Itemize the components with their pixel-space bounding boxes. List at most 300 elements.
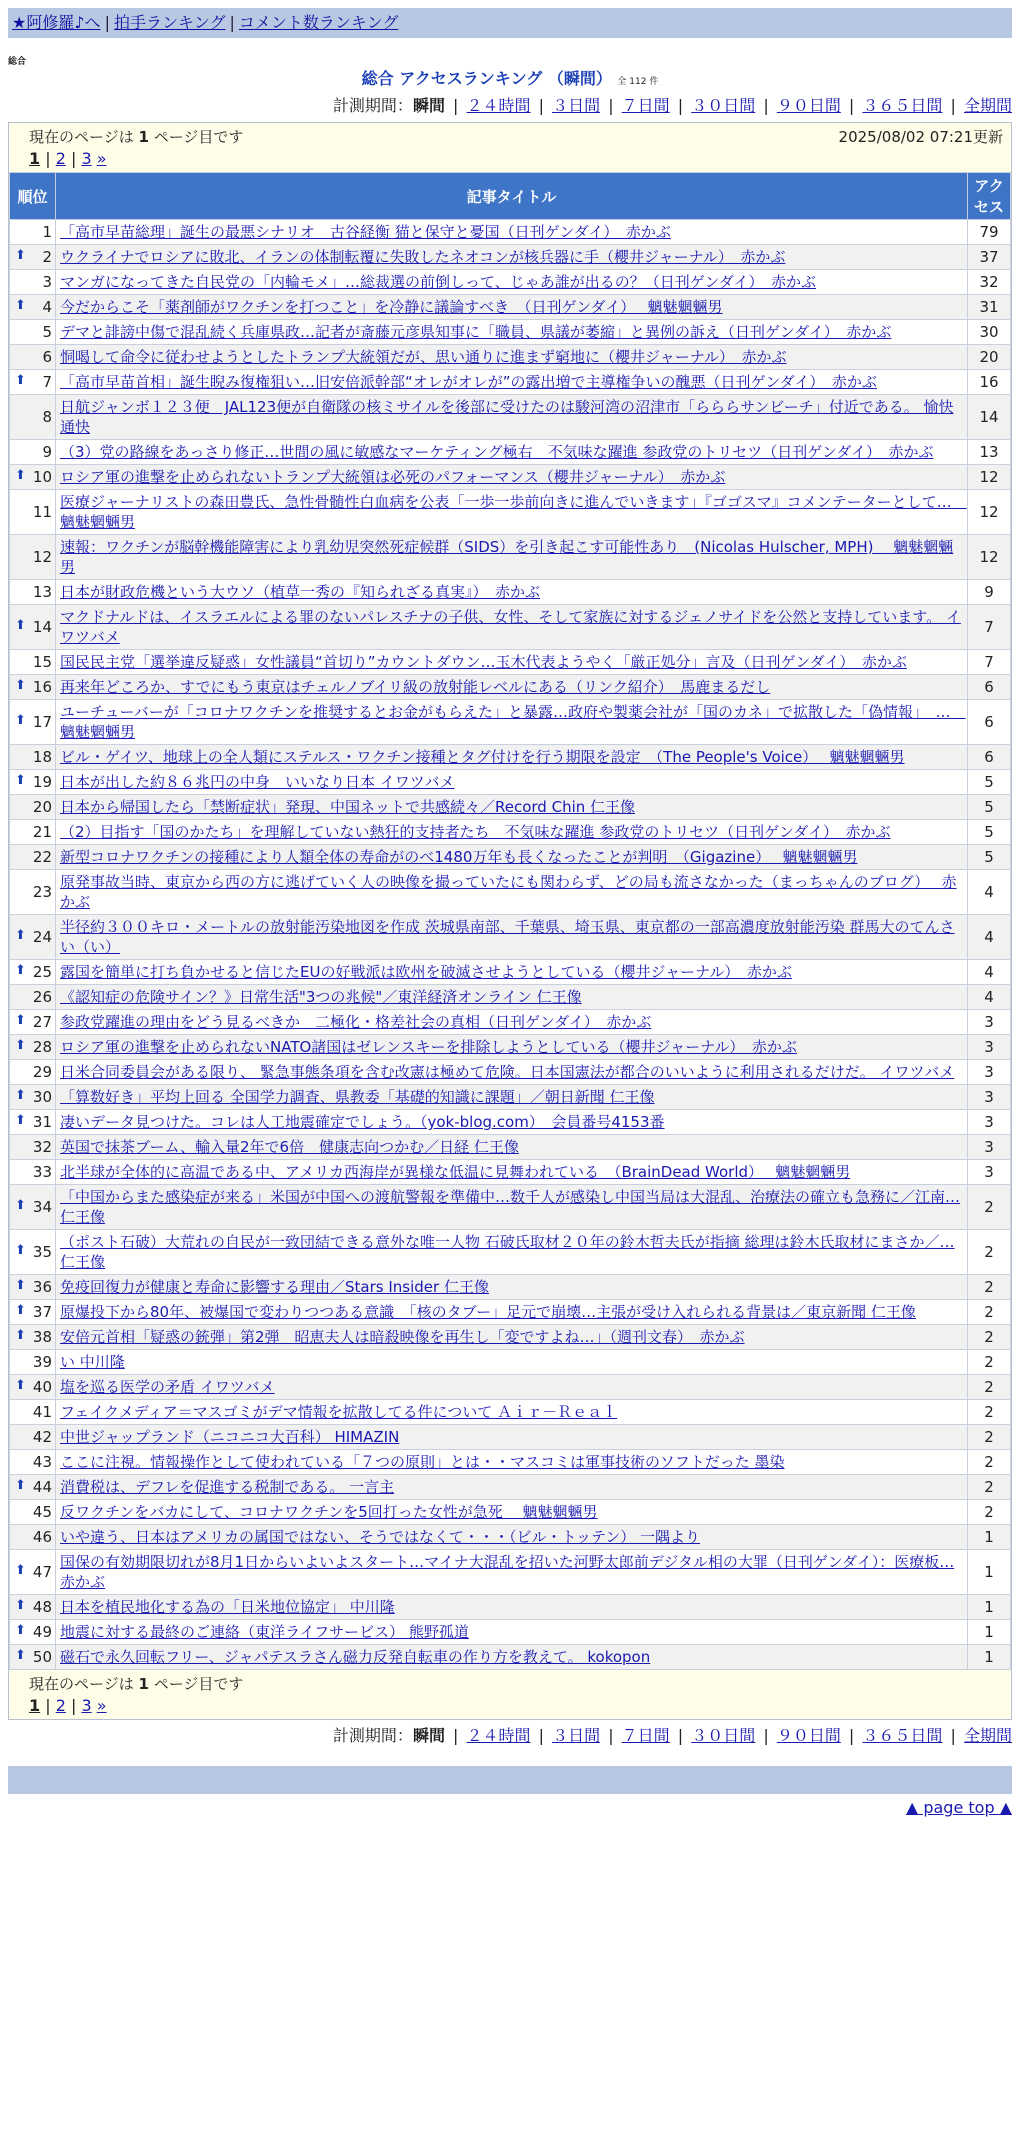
article-link[interactable]: マンガになってきた自民党の「内輪モメ」…総裁選の前倒しって、じゃあ誰が出るの？（日刊ゲンダイ） 赤かぶ xyxy=(60,273,817,291)
article-link[interactable]: いや違う、日本はアメリカの属国ではない、そうではなくて・・・（ビル・トッテン） 一隅より xyxy=(60,1528,701,1546)
article-link[interactable]: 消費税は、デフレを促進する税制である。 一言主 xyxy=(60,1478,395,1496)
pager-current: 1 xyxy=(29,1696,41,1715)
up-arrow-icon: ⬆ xyxy=(15,1598,26,1613)
period-selector-bottom xyxy=(8,1724,1012,1748)
title-cell xyxy=(56,1275,968,1300)
pager-link[interactable]: 2 xyxy=(55,149,66,168)
article-link[interactable]: 恫喝して命令に従わせようとしたトランプ大統領だが、思い通りに進まず窮地に（櫻井ジャーナル） 赤かぶ xyxy=(60,348,787,366)
article-link[interactable]: 原爆投下から80年、被爆国で変わりつつある意識 「核のタブー」足元で崩壊…主張が受け入れられる背景は／東京新聞 仁王像 xyxy=(60,1303,916,1321)
period-separator: | xyxy=(447,96,464,115)
rank-cell xyxy=(10,845,56,870)
article-link[interactable]: 磁石で永久回転フリー、ジャパテスラさん磁力反発自転車の作り方を教えて。 kokopon xyxy=(60,1648,651,1666)
table-row xyxy=(10,675,1011,700)
access-count: 12 xyxy=(968,490,1011,535)
table-row xyxy=(10,1525,1011,1550)
rank-number: 30 xyxy=(32,1088,52,1106)
rank-cell xyxy=(10,770,56,795)
article-link[interactable]: フェイクメディア＝マスゴミがデマ情報を拡散してる件について Ａｉｒ－Ｒｅａｌ xyxy=(60,1403,618,1421)
rank-number: 45 xyxy=(32,1503,52,1521)
period-separator: | xyxy=(447,1726,464,1745)
access-count: 3 xyxy=(968,1110,1011,1135)
nav-separator: | xyxy=(229,13,235,32)
access-count: 1 xyxy=(968,1595,1011,1620)
period-link[interactable]: 全期間 xyxy=(963,96,1012,115)
rank-number: 2 xyxy=(42,248,52,266)
article-link[interactable]: 国保の有効期限切れが8月1日からいよいよスタート…マイナ大混乱を招いた河野太郎前デジタル相の大罪（日刊ゲンダイ）：医療板… 赤かぶ xyxy=(60,1553,955,1591)
article-link[interactable]: ビル・ゲイツ、地球上の全人類にステルス・ワクチン接種とタグ付けを行う期限を設定 （The People's Voice） 魑魅魍魎男 xyxy=(60,748,905,766)
rank-number: 43 xyxy=(32,1453,52,1471)
rank-number: 15 xyxy=(32,653,52,671)
period-link[interactable]: ２４時間 xyxy=(466,1726,531,1745)
rank-number: 21 xyxy=(32,823,52,841)
period-link[interactable]: ３０日間 xyxy=(691,1726,756,1745)
access-count: 12 xyxy=(968,465,1011,490)
period-separator: | xyxy=(603,96,619,115)
access-count: 6 xyxy=(968,745,1011,770)
rank-cell xyxy=(10,1620,56,1645)
access-count: 3 xyxy=(968,1060,1011,1085)
access-count: 4 xyxy=(968,960,1011,985)
nav-separator: | xyxy=(104,13,110,32)
article-link[interactable]: マクドナルドは、イスラエルによる罪のないパレスチナの子供、女性、そして家族に対するジェノサイドを公然と支持しています。 イワツバメ xyxy=(60,608,961,646)
table-row xyxy=(10,1110,1011,1135)
table-row xyxy=(10,1010,1011,1035)
table-row xyxy=(10,650,1011,675)
up-arrow-icon: ⬆ xyxy=(15,963,26,978)
article-link[interactable]: 凄いデータ見つけた。コレは人工地震確定でしょう。（yok-blog.com） 会員番号4153番 xyxy=(60,1113,665,1131)
ranking-body xyxy=(10,220,1011,1670)
article-link[interactable]: 中世ジャップランド（ニコニコ大百科） HIMAZIN xyxy=(60,1428,400,1446)
access-header: アクセス xyxy=(968,173,1011,220)
rank-number: 27 xyxy=(32,1013,52,1031)
rank-number: 29 xyxy=(32,1063,52,1081)
article-link[interactable]: ここに注視。情報操作として使われている「７つの原則」とは・・マスコミは軍事技術のソフトだった 墨染 xyxy=(60,1453,785,1471)
pager-bottom xyxy=(9,1695,1011,1719)
up-arrow-icon: ⬆ xyxy=(15,1113,26,1128)
access-count: 4 xyxy=(968,870,1011,915)
access-count: 2 xyxy=(968,1325,1011,1350)
article-link[interactable]: 日航ジャンボ１２３便 JAL123便が自衛隊の核ミサイルを後部に受けたのは駿河湾の沼津市「らららサンビーチ」付近である。 愉快通快 xyxy=(60,398,954,436)
period-link[interactable]: ２４時間 xyxy=(466,96,531,115)
pager-link[interactable]: 2 xyxy=(55,1696,66,1715)
rank-cell xyxy=(10,1275,56,1300)
title-cell xyxy=(56,270,968,295)
title-cell xyxy=(56,345,968,370)
title-cell xyxy=(56,795,968,820)
article-link[interactable]: 再来年どころか、すでにもう東京はチェルノブイリ級の放射能レベルにある（リンク紹介） 馬鹿まるだし xyxy=(60,678,771,696)
period-link[interactable]: 全期間 xyxy=(963,1726,1012,1745)
title-cell xyxy=(56,1230,968,1275)
rank-cell xyxy=(10,1060,56,1085)
rank-cell xyxy=(10,580,56,605)
page-title xyxy=(0,68,1020,90)
access-count: 37 xyxy=(968,245,1011,270)
article-link[interactable]: 今だからこそ「薬剤師がワクチンを打つこと」を冷静に議論すべき （日刊ゲンダイ） 魑魅魍魎男 xyxy=(60,298,723,316)
rank-cell xyxy=(10,795,56,820)
article-link[interactable]: 英国で抹茶ブーム、輸入量2年で6倍 健康志向つかむ／日経 仁王像 xyxy=(60,1138,519,1156)
access-count: 2 xyxy=(968,1475,1011,1500)
table-row xyxy=(10,1375,1011,1400)
rank-number: 16 xyxy=(32,678,52,696)
access-count: 1 xyxy=(968,1550,1011,1595)
rank-cell xyxy=(10,270,56,295)
access-count: 3 xyxy=(968,1035,1011,1060)
rank-number: 46 xyxy=(32,1528,52,1546)
pager-next-link[interactable]: » xyxy=(96,149,107,168)
access-count: 6 xyxy=(968,700,1011,745)
up-arrow-icon: ⬆ xyxy=(15,678,26,693)
page-top-row xyxy=(8,1798,1012,1817)
table-row xyxy=(10,490,1011,535)
pager-separator: | xyxy=(65,1696,82,1715)
access-count: 1 xyxy=(968,1645,1011,1670)
rank-cell xyxy=(10,1500,56,1525)
comment-ranking-link[interactable]: コメント数ランキング xyxy=(238,13,399,32)
table-row xyxy=(10,320,1011,345)
section-label: 総合 xyxy=(8,57,27,67)
rank-number: 38 xyxy=(32,1328,52,1346)
article-link[interactable]: ロシア軍の進撃を止められないトランプ大統領は必死のパフォーマンス（櫻井ジャーナル） 赤かぶ xyxy=(60,468,726,486)
pager-link[interactable]: 3 xyxy=(81,1696,92,1715)
title-cell xyxy=(56,465,968,490)
up-arrow-icon: ⬆ xyxy=(15,1563,26,1578)
table-row xyxy=(10,1300,1011,1325)
rank-number: 31 xyxy=(32,1113,52,1131)
rank-cell xyxy=(10,1160,56,1185)
title-cell xyxy=(56,1160,968,1185)
access-count: 4 xyxy=(968,915,1011,960)
title-cell xyxy=(56,440,968,465)
table-row xyxy=(10,870,1011,915)
article-link[interactable]: 日本が財政危機という大ウソ（植草一秀の『知られざる真実』） 赤かぶ xyxy=(60,583,541,601)
article-link[interactable]: 塩を巡る医学の矛盾 イワツバメ xyxy=(60,1378,275,1396)
table-row xyxy=(10,1085,1011,1110)
title-cell xyxy=(56,1595,968,1620)
period-separator: | xyxy=(533,96,550,115)
article-link[interactable]: 安倍元首相「疑惑の銃弾」第2弾 昭恵夫人は暗殺映像を再生し「変ですよね…」（週刊文春） 赤かぶ xyxy=(60,1328,745,1346)
article-link[interactable]: 日本を植民地化する為の「日米地位協定」 中川隆 xyxy=(60,1598,395,1616)
article-link[interactable]: 「高市早苗首相」誕生睨み復権狙い…旧安倍派幹部“オレがオレが”の露出増で主導権争いの醜悪（日刊ゲンダイ） 赤かぶ xyxy=(60,373,877,391)
article-link[interactable]: 医療ジャーナリストの森田豊氏、急性骨髄性白血病を公表「一歩一歩前向きに進んでいきます」『ゴゴスマ』コメンテーターとして… 魑魅魍魎男 xyxy=(60,493,967,531)
table-row xyxy=(10,1550,1011,1595)
title-cell xyxy=(56,580,968,605)
title-cell xyxy=(56,770,968,795)
table-row xyxy=(10,1475,1011,1500)
rank-cell xyxy=(10,295,56,320)
rank-cell xyxy=(10,370,56,395)
table-row xyxy=(10,1230,1011,1275)
article-link[interactable]: 新型コロナワクチンの接種により人類全体の寿命がのべ1480万年も長くなったことが判明 （Gigazine） 魑魅魍魎男 xyxy=(60,848,858,866)
rank-number: 18 xyxy=(32,748,52,766)
rank-number: 42 xyxy=(32,1428,52,1446)
rank-cell xyxy=(10,605,56,650)
access-count: 2 xyxy=(968,1425,1011,1450)
access-count: 1 xyxy=(968,1525,1011,1550)
title-cell xyxy=(56,1620,968,1645)
rank-cell xyxy=(10,1475,56,1500)
table-row xyxy=(10,1135,1011,1160)
rank-number: 19 xyxy=(32,773,52,791)
title-cell xyxy=(56,220,968,245)
access-count: 5 xyxy=(968,770,1011,795)
table-row xyxy=(10,985,1011,1010)
access-count: 2 xyxy=(968,1500,1011,1525)
rank-cell xyxy=(10,960,56,985)
title-cell xyxy=(56,1450,968,1475)
table-row xyxy=(10,580,1011,605)
access-count: 30 xyxy=(968,320,1011,345)
rank-cell xyxy=(10,1525,56,1550)
pager-separator: | xyxy=(40,1696,56,1715)
title-cell xyxy=(56,1060,968,1085)
access-count: 9 xyxy=(968,580,1011,605)
table-row xyxy=(10,1160,1011,1185)
rank-cell xyxy=(10,700,56,745)
access-count: 2 xyxy=(968,1450,1011,1475)
access-count: 2 xyxy=(968,1185,1011,1230)
table-header-row xyxy=(10,173,1011,220)
title-cell xyxy=(56,700,968,745)
up-arrow-icon: ⬆ xyxy=(15,1328,26,1343)
article-link[interactable]: 「算数好き」平均上回る 全国学力調査、県教委「基礎的知識に課題」／朝日新聞 仁王像 xyxy=(60,1088,655,1106)
table-row xyxy=(10,1325,1011,1350)
pager-next-link[interactable]: » xyxy=(96,1696,107,1715)
rank-number: 3 xyxy=(42,273,52,291)
rank-number: 33 xyxy=(32,1163,52,1181)
article-link[interactable]: 速報：ワクチンが脳幹機能障害により乳幼児突然死症候群（SIDS）を引き起こす可能性あり (Nicolas Hulscher, MPH) 魑魅魍魎男 xyxy=(60,538,954,576)
article-link[interactable]: 原発事故当時、東京から西の方に逃げていく人の映像を撮っていたにも関わらず、どの局も流さなかった（まっちゃんのブログ） 赤かぶ xyxy=(60,873,957,911)
access-count: 5 xyxy=(968,845,1011,870)
article-link[interactable]: ユーチューバーが「コロナワクチンを推奨するとお金がもらえた」と暴露…政府や製薬会社が「国のカネ」で拡散した「偽情報」 … 魑魅魍魎男 xyxy=(60,703,966,741)
period-separator: | xyxy=(533,1726,550,1745)
title-cell xyxy=(56,1525,968,1550)
page-info xyxy=(9,123,1011,148)
rank-cell xyxy=(10,345,56,370)
table-row xyxy=(10,1185,1011,1230)
period-link[interactable]: ７日間 xyxy=(621,1726,670,1745)
clap-ranking-link[interactable]: 拍手ランキング xyxy=(113,13,226,32)
rank-cell xyxy=(10,395,56,440)
rank-number: 22 xyxy=(32,848,52,866)
title-cell xyxy=(56,675,968,700)
table-row xyxy=(10,1035,1011,1060)
up-arrow-icon: ⬆ xyxy=(15,1013,26,1028)
period-separator: | xyxy=(843,1726,860,1745)
article-link[interactable]: ウクライナでロシアに敗北、イランの体制転覆に失敗したネオコンが核兵器に手（櫻井ジャーナル） 赤かぶ xyxy=(60,248,786,266)
article-link[interactable]: （3）党の路線をあっさり修正…世間の風に敏感なマーケティング極右 不気味な躍進 参政党のトリセツ（日刊ゲンダイ） 赤かぶ xyxy=(60,443,934,461)
title-cell xyxy=(56,395,968,440)
title-cell xyxy=(56,1645,968,1670)
access-count: 2 xyxy=(968,1230,1011,1275)
rank-cell xyxy=(10,465,56,490)
rank-number: 39 xyxy=(32,1353,52,1371)
period-current: 瞬間 xyxy=(412,96,445,115)
title-cell xyxy=(56,1400,968,1425)
rank-number: 32 xyxy=(32,1138,52,1156)
up-arrow-icon: ⬆ xyxy=(15,1478,26,1493)
title-cell xyxy=(56,650,968,675)
title-cell xyxy=(56,1500,968,1525)
rank-cell xyxy=(10,1350,56,1375)
table-row xyxy=(10,700,1011,745)
access-count: 7 xyxy=(968,605,1011,650)
rank-number: 10 xyxy=(32,468,52,486)
pager-current: 1 xyxy=(29,149,41,168)
rank-number: 44 xyxy=(32,1478,52,1496)
period-link[interactable]: ３日間 xyxy=(552,96,601,115)
rank-cell xyxy=(10,1085,56,1110)
table-row xyxy=(10,820,1011,845)
period-link[interactable]: ３６５日間 xyxy=(862,96,943,115)
rank-number: 24 xyxy=(32,928,52,946)
article-link[interactable]: 国民民主党「選挙違反疑惑」女性議員“首切り”カウントダウン…玉木代表ようやく「厳正処分」言及（日刊ゲンダイ） 赤かぶ xyxy=(60,653,907,671)
rank-number: 48 xyxy=(32,1598,52,1616)
rank-cell xyxy=(10,440,56,465)
up-arrow-icon: ⬆ xyxy=(15,373,26,388)
period-separator: | xyxy=(603,1726,619,1745)
rank-number: 8 xyxy=(42,408,52,426)
title-cell xyxy=(56,1550,968,1595)
rank-number: 41 xyxy=(32,1403,52,1421)
table-row xyxy=(10,1350,1011,1375)
article-link[interactable]: （2）目指す「国のかたち」を理解していない熱狂的支持者たち 不気味な躍進 参政党のトリセツ（日刊ゲンダイ） 赤かぶ xyxy=(60,823,891,841)
title-cell xyxy=(56,535,968,580)
rank-number: 34 xyxy=(32,1198,52,1216)
access-count: 2 xyxy=(968,1350,1011,1375)
current-page-text: 現在のページは 1 ページ目です xyxy=(29,1675,244,1693)
article-link[interactable]: 「高市早苗総理」誕生の最悪シナリオ 古谷経衡 猫と保守と憂国（日刊ゲンダイ） 赤かぶ xyxy=(60,223,671,241)
rank-number: 11 xyxy=(32,503,52,521)
title-cell xyxy=(56,370,968,395)
rank-cell xyxy=(10,915,56,960)
article-link[interactable]: 参政党躍進の理由をどう見るべきか 二極化・格差社会の真相（日刊ゲンダイ） 赤かぶ xyxy=(60,1013,652,1031)
rank-cell xyxy=(10,1325,56,1350)
pager-top xyxy=(9,148,1011,172)
article-link[interactable]: （ポスト石破）大荒れの自民が一致団結できる意外な唯一人物 石破氏取材２０年の鈴木哲夫氏が指摘 総理は鈴木氏取材にまさか／… 仁王像 xyxy=(60,1233,955,1271)
table-row xyxy=(10,1645,1011,1670)
article-link[interactable]: 《認知症の危険サイン？》日常生活"3つの兆候"／東洋経済オンライン 仁王像 xyxy=(60,988,582,1006)
article-link[interactable]: い 中川隆 xyxy=(60,1353,125,1371)
up-arrow-icon: ⬆ xyxy=(15,248,26,263)
home-link[interactable]: ★阿修羅♪へ xyxy=(12,13,101,32)
title-cell xyxy=(56,1475,968,1500)
title-cell xyxy=(56,1135,968,1160)
title-cell xyxy=(56,1300,968,1325)
up-arrow-icon: ⬆ xyxy=(15,468,26,483)
article-link[interactable]: 反ワクチンをバカにして、コロナワクチンを5回打った女性が急死 魑魅魍魎男 xyxy=(60,1503,598,1521)
period-link[interactable]: ７日間 xyxy=(621,96,670,115)
page-title-text: 総合 アクセスランキング （瞬間） xyxy=(361,69,612,88)
period-link[interactable]: ３６５日間 xyxy=(862,1726,943,1745)
article-link[interactable]: 「中国からまた感染症が来る」米国が中国への渡航警報を準備中…数千人が感染し中国当局は大混乱、治療法の確立も急務に／江南… 仁王像 xyxy=(60,1188,961,1226)
title-cell xyxy=(56,1325,968,1350)
rank-cell xyxy=(10,1300,56,1325)
rank-number: 25 xyxy=(32,963,52,981)
period-link[interactable]: ３日間 xyxy=(552,1726,601,1745)
table-row xyxy=(10,220,1011,245)
period-selector-top xyxy=(8,94,1012,118)
rank-cell xyxy=(10,1375,56,1400)
article-link[interactable]: デマと誹謗中傷で混乱続く兵庫県政…記者が斎藤元彦県知事に「職員、県議が萎縮」と異例の訴え（日刊ゲンダイ） 赤かぶ xyxy=(60,323,892,341)
title-cell xyxy=(56,985,968,1010)
access-count: 79 xyxy=(968,220,1011,245)
ranking-table xyxy=(9,172,1011,1670)
table-row xyxy=(10,535,1011,580)
article-link[interactable]: 日本から帰国したら「禁断症状」発現、中国ネットで共感続々／Record Chin 仁王像 xyxy=(60,798,636,816)
rank-number: 13 xyxy=(32,583,52,601)
period-link[interactable]: ９０日間 xyxy=(776,96,841,115)
rank-cell xyxy=(10,675,56,700)
table-row xyxy=(10,345,1011,370)
rank-number: 12 xyxy=(32,548,52,566)
title-cell xyxy=(56,320,968,345)
article-link[interactable]: 日米合同委員会がある限り、 緊急事態条項を含む改憲は極めて危険。日本国憲法が都合のいいように利用されるだけだ。 イワツバメ xyxy=(60,1063,955,1081)
period-link[interactable]: ３０日間 xyxy=(691,96,756,115)
title-cell xyxy=(56,490,968,535)
rank-cell xyxy=(10,1645,56,1670)
up-arrow-icon: ⬆ xyxy=(15,1303,26,1318)
pager-link[interactable]: 3 xyxy=(81,149,92,168)
period-separator: | xyxy=(843,96,860,115)
article-link[interactable]: 地震に対する最終のご連絡（東洋ライフサービス） 熊野孤道 xyxy=(60,1623,469,1641)
access-count: 20 xyxy=(968,345,1011,370)
title-cell xyxy=(56,295,968,320)
bottom-bar xyxy=(8,1766,1012,1794)
article-link[interactable]: 日本が出した約８６兆円の中身 いいなり日本 イワツバメ xyxy=(60,773,455,791)
access-count: 31 xyxy=(968,295,1011,320)
rank-cell xyxy=(10,650,56,675)
period-separator: | xyxy=(945,96,961,115)
article-link[interactable]: 免疫回復力が健康と寿命に影響する理由／Stars Insider 仁王像 xyxy=(60,1278,489,1296)
access-count: 1 xyxy=(968,1620,1011,1645)
rank-cell xyxy=(10,535,56,580)
article-link[interactable]: 北半球が全体的に高温である中、アメリカ西海岸が異様な低温に見舞われている （BrainDead World） 魑魅魍魎男 xyxy=(60,1163,851,1181)
rank-cell xyxy=(10,1595,56,1620)
top-nav-bar xyxy=(8,8,1012,38)
title-cell xyxy=(56,1110,968,1135)
title-cell xyxy=(56,1035,968,1060)
page-top-link[interactable]: ▲ page top ▲ xyxy=(905,1798,1012,1817)
rank-number: 7 xyxy=(42,373,52,391)
rank-cell xyxy=(10,745,56,770)
table-row xyxy=(10,270,1011,295)
pager-separator: | xyxy=(65,149,82,168)
up-arrow-icon: ⬆ xyxy=(15,1278,26,1293)
title-cell xyxy=(56,605,968,650)
period-link[interactable]: ９０日間 xyxy=(776,1726,841,1745)
period-separator: | xyxy=(758,96,774,115)
rank-number: 28 xyxy=(32,1038,52,1056)
rank-cell xyxy=(10,820,56,845)
table-row xyxy=(10,245,1011,270)
title-cell xyxy=(56,915,968,960)
article-link[interactable]: 露国を簡単に打ち負かせると信じたEUの好戦派は欧州を破滅させようとしている（櫻井ジャーナル） 赤かぶ xyxy=(60,963,792,981)
rank-header: 順位 xyxy=(10,173,56,220)
article-link[interactable]: ロシア軍の進撃を止められないNATO諸国はゼレンスキーを排除しようとしている（櫻井ジャーナル） 赤かぶ xyxy=(60,1038,797,1056)
article-link[interactable]: 半径約３００キロ・メートルの放射能汚染地図を作成 茨城県南部、千葉県、埼玉県、東京都の一部高濃度放射能汚染 群馬大のてんさい（い） xyxy=(60,918,955,956)
rank-number: 1 xyxy=(42,223,52,241)
title-cell xyxy=(56,845,968,870)
access-count: 7 xyxy=(968,650,1011,675)
table-row xyxy=(10,1400,1011,1425)
rank-cell xyxy=(10,1110,56,1135)
period-separator: | xyxy=(672,96,689,115)
access-count: 14 xyxy=(968,395,1011,440)
rank-number: 4 xyxy=(42,298,52,316)
up-arrow-icon: ⬆ xyxy=(15,713,26,728)
rank-number: 49 xyxy=(32,1623,52,1641)
rank-number: 35 xyxy=(32,1243,52,1261)
